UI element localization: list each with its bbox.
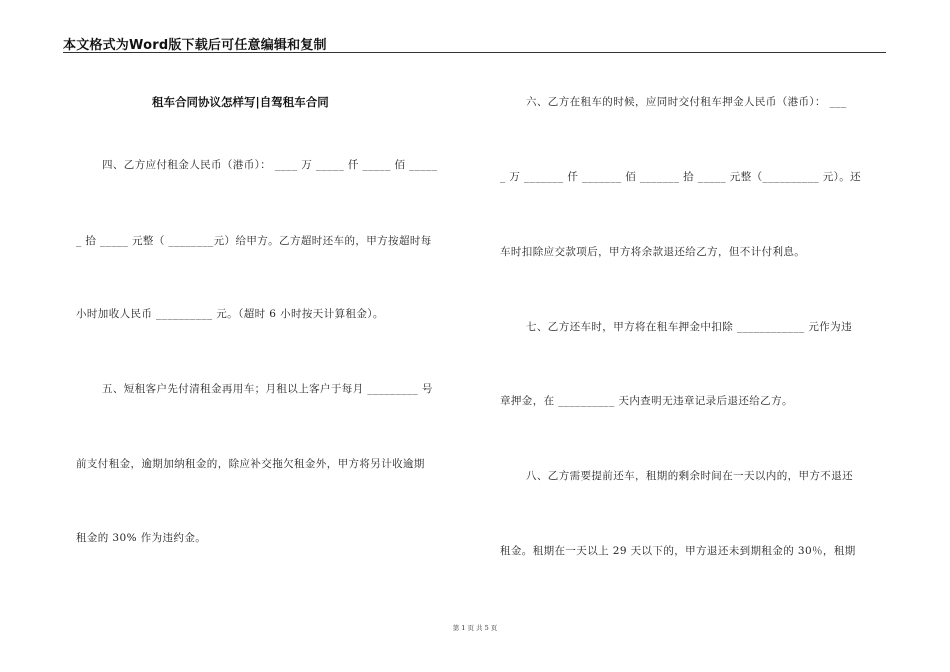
left-line-1: 四、乙方应付租金人民币（港币）： ____ 万 _____ 仟 _____ 佰 _____ <box>102 159 438 171</box>
header-text: 本文格式为Word版下载后可任意编辑和复制 <box>63 38 327 53</box>
right-line-2: _ 万 _______ 仟 _______ 佰 _______ 拾 _____ 元整（__________ 元）。还 <box>500 171 862 183</box>
left-line-5: 前支付租金，逾期加纳租金的，除应补交拖欠租金外，甲方将另计收逾期 <box>76 458 425 470</box>
right-line-1: 六、乙方在租车的时候，应同时交付租车押金人民币（港币）： ___ <box>526 96 847 108</box>
left-line-3: 小时加收人民币 __________ 元。（超时 6 小时按天计算租金）。 <box>76 308 384 320</box>
document-title: 租车合同协议怎样写|自驾租车合同 <box>152 95 329 109</box>
left-line-2: _ 拾 _____ 元整（ ________元）给甲方。乙方超时还车的，甲方按超时每 <box>76 235 432 247</box>
right-line-3: 车时扣除应交款项后，甲方将余款退还给乙方，但不计付利息。 <box>500 246 806 258</box>
right-line-4: 七、乙方还车时，甲方将在租车押金中扣除 ____________ 元作为违 <box>526 321 852 333</box>
right-line-6: 八、乙方需要提前还车，租期的剩余时间在一天以内的，甲方不退还 <box>526 470 853 482</box>
left-line-6: 租金的 30% 作为违约金。 <box>76 532 207 544</box>
page-footer: 第 1 页 共 5 页 <box>452 624 498 632</box>
page-header <box>63 30 886 53</box>
left-line-4: 五、短租客户先付清租金再用车；月租以上客户于每月 _________ 号 <box>102 383 433 395</box>
right-line-7: 租金。租期在一天以上 29 天以下的，甲方退还未到期租金的 30％，租期 <box>500 545 856 557</box>
right-line-5: 章押金，在 __________ 天内查明无违章记录后退还给乙方。 <box>500 395 793 407</box>
